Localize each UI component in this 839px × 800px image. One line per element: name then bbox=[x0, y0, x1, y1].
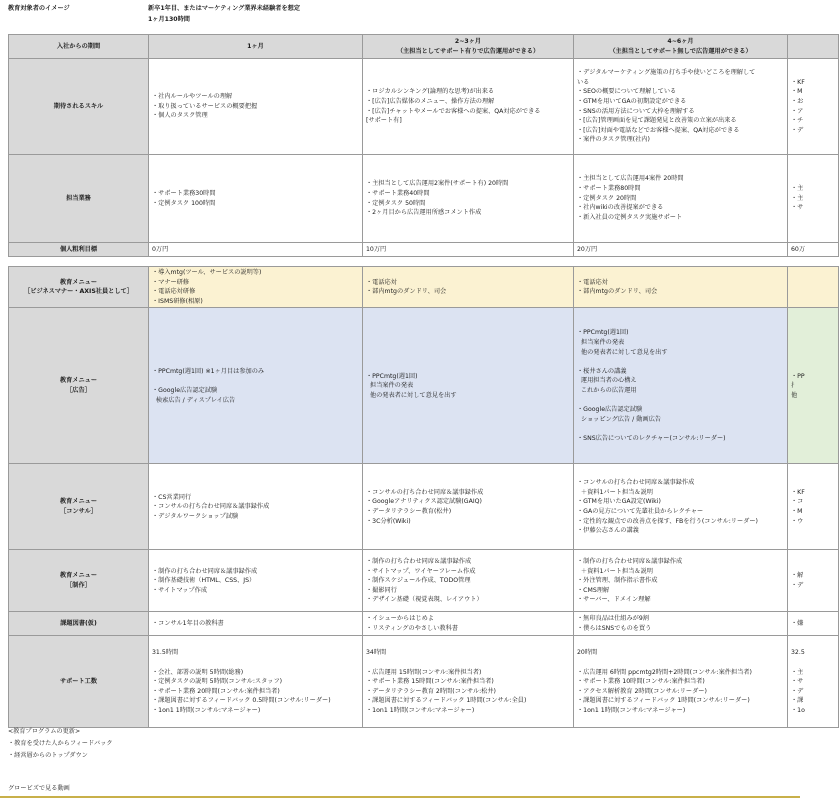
cell-line: ・制作の打ち合わせ同席＆議事録作成 bbox=[152, 567, 258, 575]
cell-line: ・サーバー、ドメイン理解 bbox=[577, 596, 651, 604]
cell-line: ・定例タスク 50時間 bbox=[366, 199, 426, 207]
cell-line: ＋資料1パート担当＆説明 bbox=[577, 567, 653, 575]
cell-line: 0万円 bbox=[152, 245, 169, 253]
cell-line: ・課題図書に対するフィードバック 1時間(コンサル:リーダー) bbox=[577, 697, 750, 705]
cell-line: ・3C分析(Wiki) bbox=[366, 517, 411, 525]
cell-line: ・デザイン基礎（視覚表現、レイアウト） bbox=[366, 596, 483, 604]
business-month-2-3 bbox=[363, 267, 574, 308]
cell-line: ・アクセス解析教育 2時間(コンサル:リーダー) bbox=[577, 687, 707, 695]
target-description bbox=[148, 4, 300, 26]
cell-line: ・1on1 1時間(コンサル:マネージャー) bbox=[366, 706, 475, 714]
cell-line: これからの広告運用 bbox=[577, 386, 637, 394]
cell-line: ・PP bbox=[791, 372, 805, 380]
business-month-1 bbox=[149, 267, 363, 308]
cell-line bbox=[577, 658, 784, 668]
cell-line: 教育メニュー bbox=[59, 278, 98, 286]
cell-line: 扌 bbox=[791, 382, 798, 390]
cell-line: ・SNSの活用方法について大枠を理解する bbox=[577, 107, 695, 115]
cell-line: ・制作の打ち合わせ同席＆議事録作成 bbox=[577, 557, 683, 565]
cell-line: ・制作の打ち合わせ同席＆議事録作成 bbox=[366, 557, 472, 565]
cell-line: 60万 bbox=[791, 245, 806, 253]
cell-line: ・部内mtgのダンドリ、司会 bbox=[577, 288, 658, 296]
cell-line bbox=[577, 424, 784, 434]
cell-line: ・デジタルワークショップ試験 bbox=[152, 512, 239, 520]
cell-line: ・Googleアナリティクス認定試験(GAIQ) bbox=[366, 498, 482, 506]
row-label-support-hours bbox=[9, 636, 149, 728]
cell-line: 20時間 bbox=[577, 649, 598, 657]
cell-line: ・コンサル1年目の教科書 bbox=[152, 620, 224, 628]
footer-line: ・経営層からのトップダウン bbox=[8, 752, 88, 759]
cell-line: ・会社、部署の説明 5時間(総務) bbox=[152, 668, 244, 676]
consulting-month-4-6 bbox=[574, 464, 788, 550]
row-label-books bbox=[9, 612, 149, 636]
cell-line: ・お bbox=[791, 97, 804, 105]
skills-table bbox=[8, 34, 839, 257]
cell-line: ・Google広告認定試験 bbox=[577, 406, 643, 414]
header-period: 入社からの期間 bbox=[9, 35, 149, 59]
cell-line: ・電話応対研修 bbox=[152, 288, 196, 296]
cell-line: ・ウ bbox=[791, 517, 804, 525]
cell-line: ・イシューからはじめよ bbox=[366, 615, 434, 623]
cell-line: ・[広告]チャットやメールでお客様への提案、QA対応ができる bbox=[366, 107, 541, 115]
cell-line: 教育メニュー bbox=[59, 377, 98, 385]
cell-line: 担当案件の発表 bbox=[366, 382, 414, 390]
skills-next bbox=[788, 59, 839, 155]
cell-line: ・チ bbox=[791, 117, 804, 125]
cell-line: ・[広告]管理画面を見て課題発見と改善策の立案が出来る bbox=[577, 117, 737, 125]
books-month-1 bbox=[149, 612, 363, 636]
row-label-duties: 担当業務 bbox=[9, 155, 149, 243]
cell-line: ・KF bbox=[791, 78, 805, 86]
cell-line: ・電話応対 bbox=[577, 278, 608, 286]
cell-line: ・Google広告認定試験 bbox=[152, 386, 218, 394]
education-table bbox=[8, 266, 839, 728]
duties-next bbox=[788, 155, 839, 243]
cell-line: ・デ bbox=[791, 126, 804, 134]
cell-line: ・PPCmtg(週1回) bbox=[577, 329, 629, 337]
cell-line: ・KF bbox=[791, 488, 805, 496]
cell-line: ・部内mtgのダンドリ、司会 bbox=[366, 288, 447, 296]
cell-line: ［ビジネスマナー・AXIS社員として］ bbox=[24, 288, 133, 296]
cell-line: ・コンサルの打ち合わせ同席＆議事録作成 bbox=[577, 479, 695, 487]
profit-month-4-6 bbox=[574, 243, 788, 257]
cell-line: 20万円 bbox=[577, 245, 598, 253]
cell-line: ・課 bbox=[791, 697, 804, 705]
cell-line: ・ISMS研修(相原) bbox=[152, 297, 203, 305]
cell-line: ・解 bbox=[791, 572, 804, 580]
cell-line: 他の発表者に対して意見を出す bbox=[366, 391, 457, 399]
cell-line: ＋資料1パート担当＆説明 bbox=[577, 488, 653, 496]
cell-line: ・主担当として広告運用4案件 20時間 bbox=[577, 175, 684, 183]
cell-line: 教育メニュー bbox=[59, 498, 98, 506]
cell-line: 他の発表者に対して意見を出す bbox=[577, 348, 668, 356]
cell-line: ・案件のタスク管理(社内) bbox=[577, 136, 650, 144]
cell-line: ・伊藤公志さんの講義 bbox=[577, 527, 639, 535]
cell-line: 検索広告 / ディスプレイ広告 bbox=[152, 396, 236, 404]
cell-line: ・[広告]広告媒体のメニュー、操作方法の理解 bbox=[366, 97, 495, 105]
row-label-business-manner bbox=[9, 267, 149, 308]
cell-line: 他 bbox=[791, 391, 798, 399]
cell-line: ・サ bbox=[791, 678, 804, 686]
footer-line: ・教育を受けた人からフィードバック bbox=[8, 740, 113, 747]
cell-line: ・外注管理、制作指示書作成 bbox=[577, 577, 658, 585]
cell-line: ・新入社員の定例タスク実施サポート bbox=[577, 213, 683, 221]
ads-month-4-6 bbox=[574, 308, 788, 464]
cell-line: ・PPCmtg(週1回) bbox=[366, 372, 418, 380]
cell-line: ・導入mtg(ツール、サービスの説明等) bbox=[152, 269, 262, 276]
cell-line: ・ロジカルシンキング(論理的な思考)が出来る bbox=[366, 88, 495, 96]
cell-line: ・[広告]対面や電話などでお客様へ提案、QA対応ができる bbox=[577, 126, 740, 134]
cell-line: ・制作基礎技術（HTML、CSS、JS） bbox=[152, 577, 256, 585]
cell-line: ・サイトマップ、ワイヤーフレーム作成 bbox=[366, 567, 476, 575]
cell-line: ・1on1 1時間(コンサル:マネージャー) bbox=[577, 706, 686, 714]
cell-line: ・サポート業務80時間 bbox=[577, 185, 641, 193]
cell-line: [サポート有] bbox=[366, 117, 402, 125]
cell-line: ・社内wikiの改善提案ができる bbox=[577, 204, 664, 212]
cell-line: ・課題図書に対するフィードバック 1時間(コンサル:全員) bbox=[366, 697, 527, 705]
support-month-2-3 bbox=[363, 636, 574, 728]
cell-line: ・桜井さんの講義 bbox=[577, 367, 627, 375]
cell-line: ・僕らはSNSでものを買う bbox=[577, 624, 652, 632]
cell-line bbox=[366, 658, 570, 668]
profit-month-2-3 bbox=[363, 243, 574, 257]
production-month-4-6 bbox=[574, 550, 788, 612]
cell-line: サポート工数 bbox=[59, 678, 98, 686]
cell-line: いる bbox=[577, 78, 590, 86]
cell-line bbox=[791, 282, 835, 292]
cell-line: ・M bbox=[791, 507, 803, 515]
duties-month-2-3 bbox=[363, 155, 574, 243]
cell-line: ・CS営業同行 bbox=[152, 493, 192, 501]
business-month-4-6 bbox=[574, 267, 788, 308]
cell-line: ・制作スケジュール作成、TODO管理 bbox=[366, 577, 471, 585]
skills-month-1 bbox=[149, 59, 363, 155]
row-label-production bbox=[9, 550, 149, 612]
cell-line: ・主担当として広告運用2案件(サポート有) 20時間 bbox=[366, 180, 509, 188]
cell-line: ・サポート業務 10時間(コンサル:案件担当者) bbox=[577, 678, 705, 686]
row-label-consulting bbox=[9, 464, 149, 550]
header-month-4-6: 4~6ヶ月 （主担当としてサポート無しで広告運用ができる） bbox=[574, 35, 788, 59]
cell-line: ・GTMを用いたGA設定(Wiki) bbox=[577, 498, 661, 506]
cell-line: ・主 bbox=[791, 194, 804, 202]
cell-line: ・主 bbox=[791, 185, 804, 193]
ads-month-1 bbox=[149, 308, 363, 464]
target-label: 教育対象者のイメージ bbox=[8, 5, 70, 12]
cell-line: 32.5 bbox=[791, 649, 805, 657]
cell-line: ・電話応対 bbox=[366, 278, 397, 286]
cell-line: ・無印良品は仕組みが9割 bbox=[577, 615, 649, 623]
target-desc-line: 新卒1年目、またはマーケティング業界未経験者を想定 bbox=[148, 5, 301, 12]
cell-line: 課題図書(仮) bbox=[60, 620, 97, 628]
profit-next bbox=[788, 243, 839, 257]
cell-line: ・デ bbox=[791, 581, 804, 589]
cell-line: ・CMS理解 bbox=[577, 586, 610, 594]
cell-line: ［コンサル］ bbox=[60, 507, 97, 515]
cell-line: 教育メニュー bbox=[59, 572, 98, 580]
business-next bbox=[788, 267, 839, 308]
cell-line bbox=[152, 376, 359, 386]
header-month-2-3: 2~3ヶ月 （主担当としてサポート有りで広告運用ができる） bbox=[363, 35, 574, 59]
cell-line: ・SEOの概要について理解している bbox=[577, 88, 677, 96]
ads-next bbox=[788, 308, 839, 464]
target-desc-line: 1ヶ月130時間 bbox=[148, 16, 190, 23]
production-next bbox=[788, 550, 839, 612]
cell-line: ・サポート業務 15時間(コンサル:案件担当者) bbox=[366, 678, 494, 686]
cell-line: ・PPCmtg(週1回) ※1ヶ月目は参加のみ bbox=[152, 367, 265, 375]
cell-line: 10万円 bbox=[366, 245, 387, 253]
cell-line: ・広告運用 6時間 ppcmtg2時間+2時間(コンサル:案件担当者) bbox=[577, 668, 752, 676]
cell-line: ・サポート業務30時間 bbox=[152, 189, 216, 197]
skills-month-4-6 bbox=[574, 59, 788, 155]
cell-line: ［広告］ bbox=[66, 386, 91, 394]
production-month-1 bbox=[149, 550, 363, 612]
cell-line bbox=[152, 658, 359, 668]
support-next bbox=[788, 636, 839, 728]
books-next bbox=[788, 612, 839, 636]
cell-line: 34時間 bbox=[366, 649, 387, 657]
cell-line: ・サイトマップ作成 bbox=[152, 586, 208, 594]
cell-line: ・SNS広告についてのレクチャー(コンサル:リーダー) bbox=[577, 434, 726, 442]
cell-line bbox=[577, 396, 784, 406]
cell-line: ・1on1 1時間(コンサル:マネージャー) bbox=[152, 706, 261, 714]
cell-line: ・サポート業務40時間 bbox=[366, 189, 430, 197]
cell-line: ・マナー研修 bbox=[152, 278, 190, 286]
cell-line bbox=[577, 357, 784, 367]
cell-line: ・コ bbox=[791, 498, 804, 506]
row-label-ads bbox=[9, 308, 149, 464]
cell-line: 運用担当者の心構え bbox=[577, 377, 637, 385]
cell-line: ・デ bbox=[791, 687, 804, 695]
footer-line: <教育プログラムの更新> bbox=[8, 728, 81, 735]
cell-line: ・コンサルの打ち合わせ同席＆議事録作成 bbox=[366, 488, 484, 496]
divider bbox=[0, 796, 800, 798]
production-month-2-3 bbox=[363, 550, 574, 612]
cell-line: 担当案件の発表 bbox=[577, 338, 625, 346]
cell-line: ・デジタルマーケティング施策の打ち手や使いどころを理解して bbox=[577, 69, 756, 77]
duties-month-1 bbox=[149, 155, 363, 243]
skills-month-2-3 bbox=[363, 59, 574, 155]
cell-line: ・1o bbox=[791, 706, 805, 714]
profit-month-1 bbox=[149, 243, 363, 257]
cell-line: ・撮影同行 bbox=[366, 586, 397, 594]
cell-line: ショッピング広告 / 動画広告 bbox=[577, 415, 661, 423]
consulting-month-1 bbox=[149, 464, 363, 550]
cell-line: ・定例タスクの説明 5時間(コンサル:スタッフ) bbox=[152, 678, 283, 686]
cell-line bbox=[791, 658, 835, 668]
row-label-profit: 個人粗利目標 bbox=[9, 243, 149, 257]
cell-line: ・リスティングのやさしい教科書 bbox=[366, 624, 458, 632]
books-month-2-3 bbox=[363, 612, 574, 636]
duties-month-4-6 bbox=[574, 155, 788, 243]
cell-line: ・社内ルールやツールの理解 bbox=[152, 93, 233, 101]
cell-line: ・コンサルの打ち合わせ同席＆議事録作成 bbox=[152, 503, 270, 511]
consulting-next bbox=[788, 464, 839, 550]
header-month-1: 1ヶ月 bbox=[149, 35, 363, 59]
video-note: グロービズで見る動画 bbox=[8, 785, 70, 792]
cell-line: ・2ヶ月目から広告運用所感コメント作成 bbox=[366, 209, 482, 217]
row-label-skills: 期待されるスキル bbox=[9, 59, 149, 155]
program-update-notes bbox=[8, 727, 113, 763]
cell-line: ・個人のタスク管理 bbox=[152, 112, 208, 120]
cell-line: ・定例タスク 20時間 bbox=[577, 194, 637, 202]
cell-line: ・取り扱っているサービスの概要把握 bbox=[152, 102, 258, 110]
cell-line: ・データリテラシー教育 2時間(コンサル:松井) bbox=[366, 687, 496, 695]
support-month-1 bbox=[149, 636, 363, 728]
cell-line: ・定例タスク 100時間 bbox=[152, 199, 216, 207]
cell-line: ［制作］ bbox=[66, 581, 91, 589]
books-month-4-6 bbox=[574, 612, 788, 636]
cell-line: ・サポート業務 20時間(コンサル:案件担当者) bbox=[152, 687, 280, 695]
cell-line: ・データリテラシー教育(松井) bbox=[366, 507, 452, 515]
cell-line: ・広告運用 15時間(コンサル:案件担当者) bbox=[366, 668, 482, 676]
support-month-4-6 bbox=[574, 636, 788, 728]
cell-line: ・嫌 bbox=[791, 620, 804, 628]
cell-line: ・主 bbox=[791, 668, 804, 676]
cell-line: ・GAの見方について先輩社員からレクチャー bbox=[577, 507, 704, 515]
cell-line: ・ア bbox=[791, 107, 804, 115]
header-next-period bbox=[788, 35, 839, 59]
ads-month-2-3 bbox=[363, 308, 574, 464]
consulting-month-2-3 bbox=[363, 464, 574, 550]
cell-line: ・課題図書に対するフィードバック 0.5時間(コンサル:リーダー) bbox=[152, 697, 331, 705]
cell-line: ・サ bbox=[791, 204, 804, 212]
cell-line: ・定性的な観点での改善点を探す、FBを行う(コンサル:リーダー) bbox=[577, 517, 758, 525]
cell-line: ・M bbox=[791, 88, 803, 96]
cell-line: 31.5時間 bbox=[152, 649, 179, 657]
cell-line: ・GTMを用いてGAの初期設定ができる bbox=[577, 97, 687, 105]
